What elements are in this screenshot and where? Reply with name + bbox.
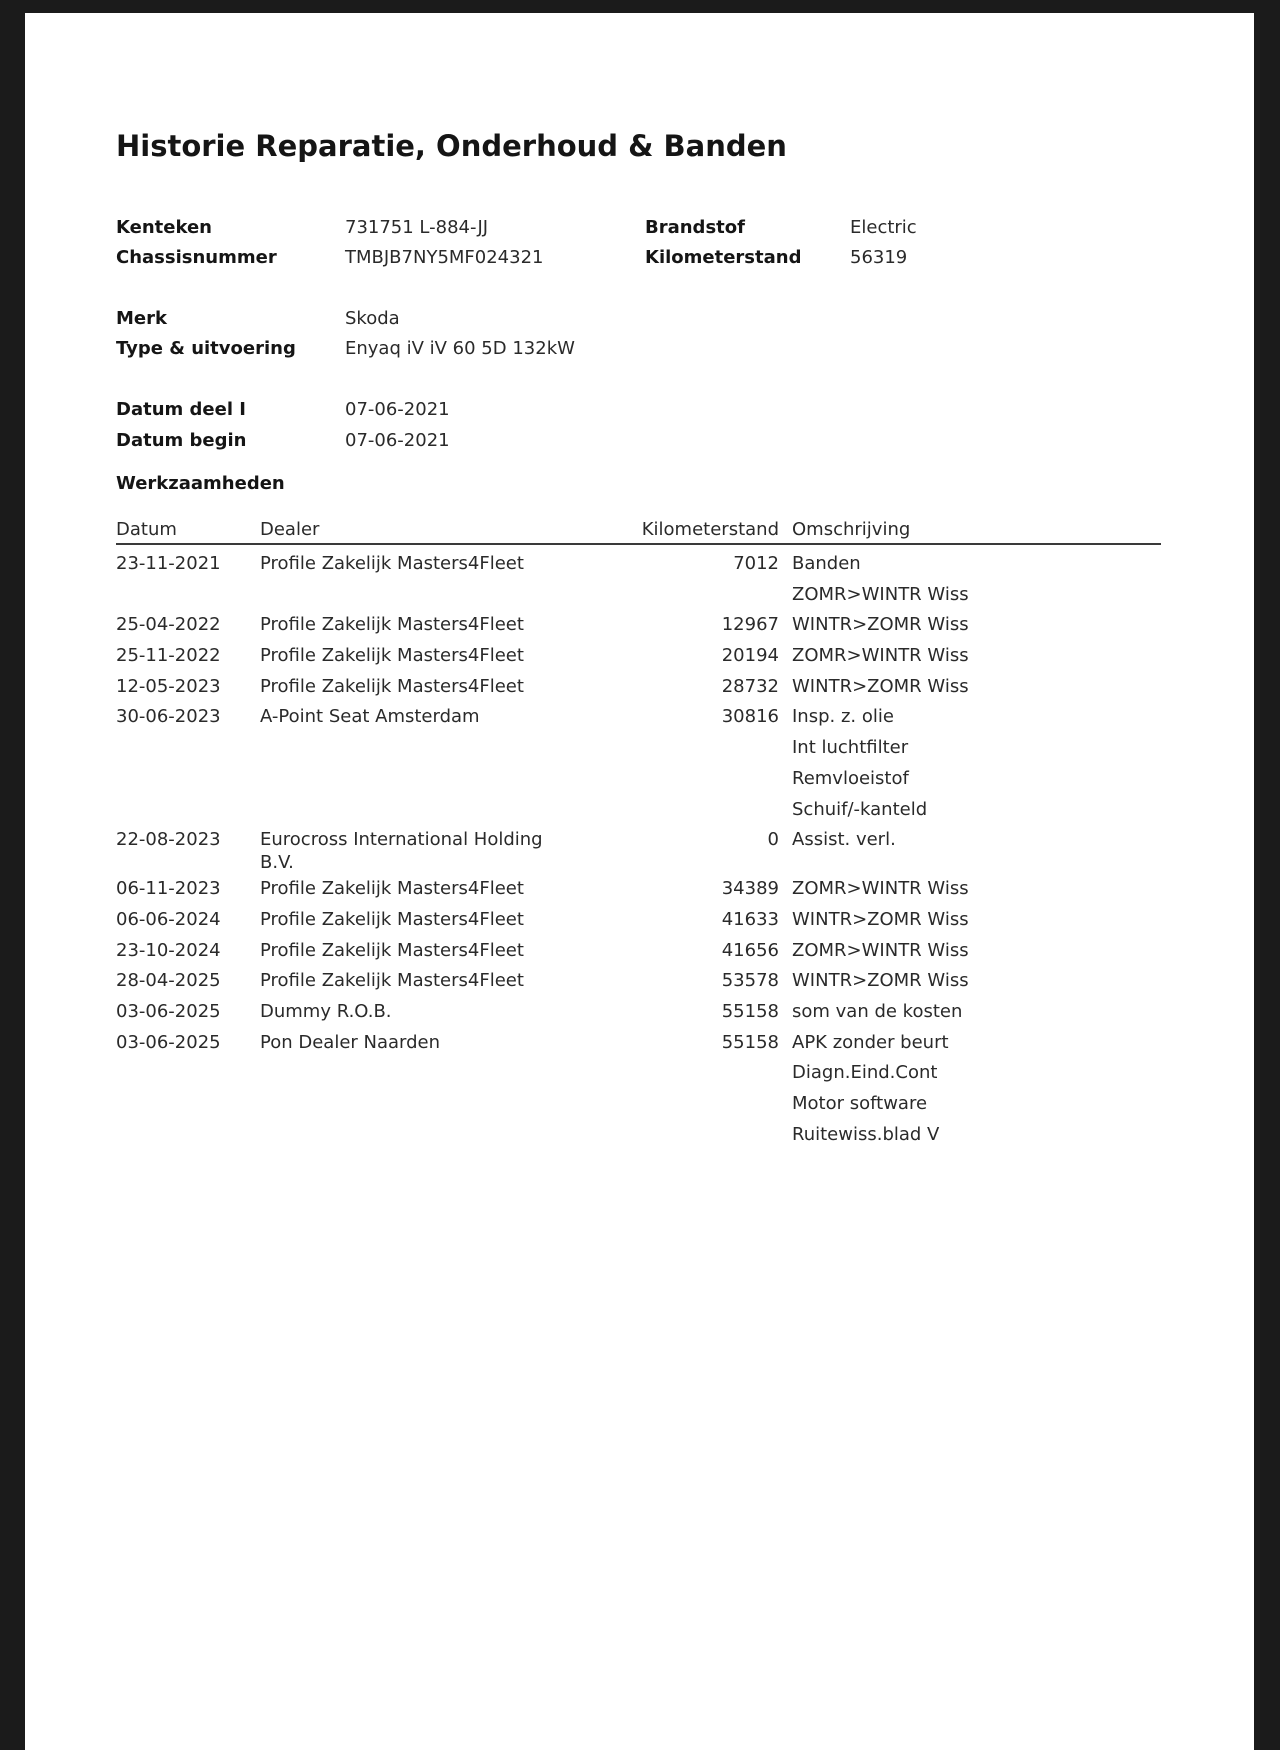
cell-kilometerstand: 41633 [721,908,779,930]
table-row [116,698,1161,729]
table-row [116,668,1161,699]
table-row [116,1054,1161,1085]
header-omschrijving: Omschrijving [792,519,911,540]
cell-omschrijving: Ruitewiss.blad V [792,1123,940,1145]
cell-dealer: Profile Zakelijk Masters4Fleet [260,645,524,667]
cell-datum: 25-11-2022 [116,645,221,667]
cell-omschrijving: Diagn.Eind.Cont [792,1062,938,1084]
cell-datum: 03-06-2025 [116,1000,221,1022]
datum-begin-value: 07-06-2021 [345,430,450,451]
cell-omschrijving: Insp. z. olie [792,706,894,728]
cell-omschrijving: ZOMR>WINTR Wiss [792,878,969,900]
cell-dealer: Profile Zakelijk Masters4Fleet [260,878,524,900]
cell-kilometerstand: 53578 [721,970,779,992]
header-datum: Datum [116,519,177,540]
brandstof-label: Brandstof [645,217,745,238]
table-row [116,932,1161,963]
cell-omschrijving: Motor software [792,1093,928,1114]
cell-omschrijving: ZOMR>WINTR Wiss [792,583,969,605]
cell-datum: 25-04-2022 [116,614,221,636]
merk-value: Skoda [345,308,400,329]
datum-deel-label: Datum deel I [116,399,246,420]
cell-omschrijving: Schuif/-kanteld [792,798,928,820]
cell-kilometerstand: 55158 [721,1000,779,1022]
table-header [116,509,1161,545]
cell-omschrijving: WINTR>ZOMR Wiss [792,970,969,992]
merk-label: Merk [116,308,167,329]
table-row [116,821,1161,874]
werkzaamheden-table [116,509,1161,1146]
cell-dealer: Pon Dealer Naarden [260,1031,441,1053]
cell-omschrijving: APK zonder beurt [792,1031,949,1053]
kilometerstand-label: Kilometerstand [645,247,802,268]
cell-datum: 23-10-2024 [116,939,221,961]
cell-kilometerstand: 34389 [721,878,779,900]
datum-begin-label: Datum begin [116,430,247,451]
cell-dealer: Profile Zakelijk Masters4Fleet [260,675,524,697]
kenteken-value: 731751 L-884-JJ [345,217,489,238]
cell-dealer: Eurocross International Holding B.V. [260,829,543,874]
table-body [116,545,1161,1146]
cell-omschrijving: Remvloeistof [792,767,909,789]
page-title: Historie Reparatie, Onderhoud & Banden [116,129,787,163]
cell-datum: 06-06-2024 [116,908,221,930]
cell-omschrijving: ZOMR>WINTR Wiss [792,939,969,961]
cell-kilometerstand: 20194 [721,645,779,667]
table-row [116,993,1161,1024]
cell-kilometerstand: 0 [767,829,779,851]
table-row [116,901,1161,932]
cell-kilometerstand: 55158 [721,1031,779,1053]
header-dealer: Dealer [260,519,320,540]
cell-datum: 30-06-2023 [116,706,221,728]
type-value: Enyaq iV iV 60 5D 132kW [345,338,575,359]
datum-deel-value: 07-06-2021 [345,399,450,420]
table-row [116,760,1161,791]
table-row [116,870,1161,901]
cell-dealer: Profile Zakelijk Masters4Fleet [260,939,524,961]
document-page [25,13,1254,1750]
cell-kilometerstand: 30816 [721,706,779,728]
cell-dealer: Profile Zakelijk Masters4Fleet [260,614,524,636]
table-row [116,791,1161,822]
cell-omschrijving: Assist. verl. [792,829,896,851]
cell-dealer: Profile Zakelijk Masters4Fleet [260,908,524,930]
header-kilometerstand: Kilometerstand [641,519,779,540]
table-row [116,1116,1161,1147]
cell-kilometerstand: 12967 [721,614,779,636]
cell-datum: 03-06-2025 [116,1031,221,1053]
table-row [116,545,1161,576]
cell-kilometerstand: 41656 [721,939,779,961]
cell-datum: 28-04-2025 [116,970,221,992]
type-label: Type & uitvoering [116,338,296,359]
table-row [116,1024,1161,1055]
cell-kilometerstand: 7012 [733,553,779,574]
cell-dealer: Profile Zakelijk Masters4Fleet [260,970,524,992]
cell-omschrijving: Int luchtfilter [792,737,909,759]
cell-omschrijving: WINTR>ZOMR Wiss [792,675,969,697]
kenteken-label: Kenteken [116,217,212,238]
cell-omschrijving: Banden [792,553,861,574]
chassis-value: TMBJB7NY5MF024321 [345,247,544,268]
table-row [116,606,1161,637]
cell-omschrijving: WINTR>ZOMR Wiss [792,908,969,930]
cell-datum: 23-11-2021 [116,553,221,574]
cell-datum: 22-08-2023 [116,829,221,851]
cell-omschrijving: WINTR>ZOMR Wiss [792,614,969,636]
cell-datum: 12-05-2023 [116,675,221,697]
table-row [116,576,1161,607]
cell-kilometerstand: 28732 [721,675,779,697]
kilometerstand-value: 56319 [850,247,908,268]
cell-omschrijving: som van de kosten [792,1000,963,1022]
table-row [116,1085,1161,1116]
cell-dealer: A-Point Seat Amsterdam [260,706,480,728]
table-row [116,637,1161,668]
cell-omschrijving: ZOMR>WINTR Wiss [792,645,969,667]
cell-datum: 06-11-2023 [116,878,221,900]
cell-dealer: Profile Zakelijk Masters4Fleet [260,553,524,574]
cell-dealer: Dummy R.O.B. [260,1000,392,1022]
table-row [116,962,1161,993]
chassis-label: Chassisnummer [116,247,277,268]
table-row [116,729,1161,760]
brandstof-value: Electric [850,217,917,238]
werkzaamheden-title: Werkzaamheden [116,473,285,494]
